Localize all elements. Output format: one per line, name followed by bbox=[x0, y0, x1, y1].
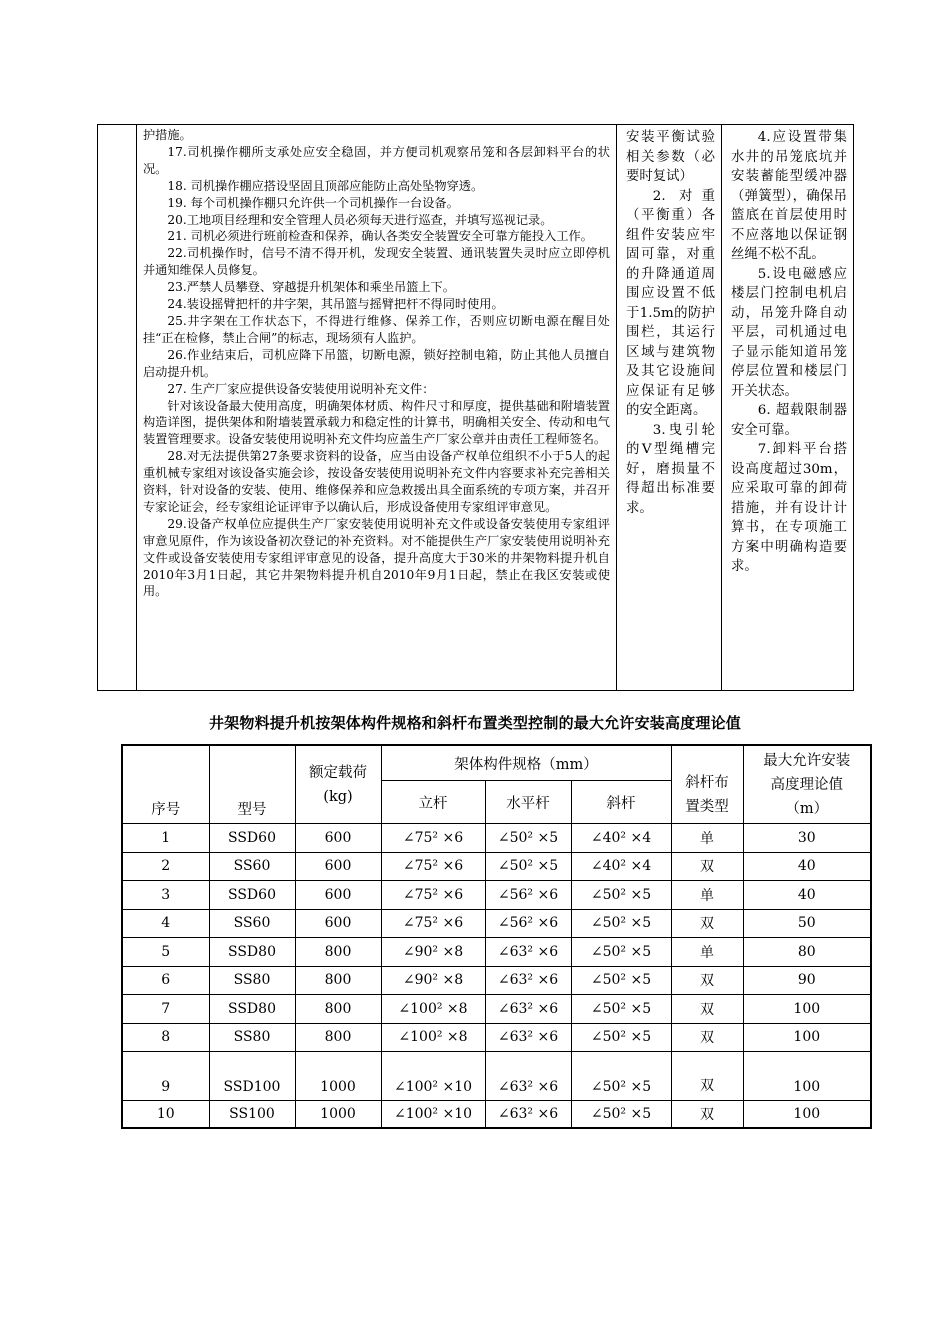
requirement-paragraph: 27. 生产厂家应提供设备安装使用说明补充文件： bbox=[167, 381, 435, 396]
cell-model: SS60 bbox=[209, 909, 295, 938]
cell-upright: ∠100² ×8 bbox=[381, 1023, 485, 1052]
header-no: 序号 bbox=[122, 745, 209, 824]
header-height-line3: （m） bbox=[785, 800, 829, 817]
requirement-paragraph: 26.作业结束后，司机应降下吊篮，切断电源，锁好控制电箱，防止其他人员擅自启动提升机。 bbox=[143, 347, 610, 379]
cell-upright: ∠90² ×8 bbox=[381, 938, 485, 967]
cell-height: 90 bbox=[743, 966, 871, 995]
safety-device-cell bbox=[722, 125, 854, 691]
inspection-text bbox=[617, 125, 721, 518]
safety-device-paragraph: 4.应设置带集水井的吊笼底坑并安装蓄能型缓冲器（弹簧型），确保吊篮底在首层使用时不应落地以保证钢丝绳不松不乱。 bbox=[731, 130, 847, 262]
height-spec-table bbox=[121, 744, 872, 1129]
cell-no: 4 bbox=[122, 909, 209, 938]
cell-diagonal: ∠40² ×4 bbox=[571, 824, 671, 853]
cell-horizontal: ∠50² ×5 bbox=[485, 852, 571, 881]
cell-diagonal: ∠50² ×5 bbox=[571, 995, 671, 1024]
cell-height: 80 bbox=[743, 938, 871, 967]
cell-model: SS100 bbox=[209, 1101, 295, 1129]
requirement-paragraph: 19. 每个司机操作棚只允许供一个司机操作一台设备。 bbox=[167, 195, 459, 210]
cell-load: 600 bbox=[295, 881, 381, 910]
table-row bbox=[122, 1052, 871, 1101]
cell-load: 600 bbox=[295, 824, 381, 853]
safety-device-paragraph: 5.设电磁感应楼层门控制电机启动，吊笼升降自动平层，司机通过电子显示能知道吊笼停层位置和楼层门开关状态。 bbox=[731, 266, 847, 399]
header-rated-load-text: 额定载荷 bbox=[309, 764, 367, 781]
cell-no: 1 bbox=[122, 824, 209, 853]
cell-load: 800 bbox=[295, 938, 381, 967]
header-upright: 立杆 bbox=[381, 781, 485, 824]
cell-load: 600 bbox=[295, 852, 381, 881]
cell-layout: 单 bbox=[671, 938, 743, 967]
cell-layout: 双 bbox=[671, 1023, 743, 1052]
inspection-cell bbox=[617, 125, 722, 691]
requirements-text bbox=[137, 125, 616, 600]
requirement-paragraph: 针对该设备最大使用高度，明确架体材质、构件尺寸和厚度，提供基础和附墙装置构造详图，提供架体和附墙装置承载力和稳定性的计算书，明确相关安全、传动和电气装置管理要求。设备安装使用说明补充文件均应盖生产厂家公章并由责任工程师签名。 bbox=[143, 398, 610, 447]
cell-load: 800 bbox=[295, 1023, 381, 1052]
cell-model: SSD80 bbox=[209, 995, 295, 1024]
cell-model: SSD80 bbox=[209, 938, 295, 967]
blank-column-cell bbox=[98, 125, 137, 691]
table-row bbox=[122, 1101, 871, 1129]
cell-horizontal: ∠63² ×6 bbox=[485, 966, 571, 995]
cell-height: 100 bbox=[743, 1023, 871, 1052]
cell-upright: ∠75² ×6 bbox=[381, 909, 485, 938]
header-horizontal: 水平杆 bbox=[485, 781, 571, 824]
cell-diagonal: ∠50² ×5 bbox=[571, 881, 671, 910]
requirement-paragraph: 18. 司机操作棚应搭设坚固且顶部应能防止高处坠物穿透。 bbox=[167, 178, 484, 193]
cell-height: 100 bbox=[743, 995, 871, 1024]
cell-layout: 单 bbox=[671, 824, 743, 853]
inspection-paragraph: 3.曳引轮的V型绳槽完好，磨损量不得超出标准要求。 bbox=[626, 422, 715, 516]
cell-no: 5 bbox=[122, 938, 209, 967]
table-row bbox=[122, 966, 871, 995]
header-layout-line2: 置类型 bbox=[685, 799, 729, 815]
cell-diagonal: ∠50² ×5 bbox=[571, 938, 671, 967]
cell-height: 40 bbox=[743, 852, 871, 881]
inspection-paragraph: 安装平衡试验相关参数（必要时复试） bbox=[626, 130, 715, 184]
cell-horizontal: ∠63² ×6 bbox=[485, 1052, 571, 1101]
header-height-line1: 最大允许安装 bbox=[763, 752, 851, 769]
requirement-paragraph: 23.严禁人员攀登、穿越提升机架体和乘坐吊篮上下。 bbox=[167, 280, 455, 295]
cell-layout: 双 bbox=[671, 909, 743, 938]
cell-diagonal: ∠50² ×5 bbox=[571, 1023, 671, 1052]
cell-no: 6 bbox=[122, 966, 209, 995]
table-row bbox=[122, 909, 871, 938]
cell-height: 100 bbox=[743, 1052, 871, 1101]
requirement-paragraph: 25.井字架在工作状态下，不得进行维修、保养工作，否则应切断电源在醒目处挂“正在检修，禁止合闸”的标志，现场须有人监护。 bbox=[143, 313, 610, 345]
requirement-paragraph: 17.司机操作棚所支承处应安全稳固，并方便司机观察吊笼和各层卸料平台的状况。 bbox=[143, 144, 610, 176]
header-layout-line1: 斜杆布 bbox=[685, 775, 729, 791]
cell-load: 800 bbox=[295, 966, 381, 995]
cell-no: 8 bbox=[122, 1023, 209, 1052]
cell-no: 10 bbox=[122, 1101, 209, 1129]
cell-model: SSD60 bbox=[209, 881, 295, 910]
cell-diagonal: ∠50² ×5 bbox=[571, 909, 671, 938]
table-row bbox=[122, 995, 871, 1024]
header-diagonal-layout bbox=[671, 745, 743, 824]
cell-model: SS60 bbox=[209, 852, 295, 881]
cell-upright: ∠75² ×6 bbox=[381, 852, 485, 881]
spec-table-title: 井架物料提升机按架体构件规格和斜杆布置类型控制的最大允许安装高度理论值 bbox=[208, 714, 741, 732]
cell-height: 40 bbox=[743, 881, 871, 910]
header-diagonal: 斜杆 bbox=[571, 781, 671, 824]
requirement-paragraph: 29.设备产权单位应提供生产厂家安装使用说明补充文件或设备安装使用专家组评审意见原件，作为该设备初次登记的补充资料。对不能提供生产厂家安装使用说明补充文件或设备安装使用专家组评审意见的设备，提升高度大于30米的井架物料提升机自2010年3月1日起，其它井架物料提升机自2010年9月1日起，禁止在我区安装或使用。 bbox=[143, 516, 610, 599]
continuation-table bbox=[97, 124, 854, 691]
cell-horizontal: ∠63² ×6 bbox=[485, 1023, 571, 1052]
cell-model: SSD100 bbox=[209, 1052, 295, 1101]
header-max-height bbox=[743, 745, 871, 824]
cell-model: SS80 bbox=[209, 966, 295, 995]
cell-model: SS80 bbox=[209, 1023, 295, 1052]
cell-layout: 单 bbox=[671, 881, 743, 910]
header-rated-load bbox=[295, 745, 381, 824]
inspection-paragraph: 2. 对重（平衡重）各组件安装应牢固可靠，对重的升降通道周围应设置不低于1.5m的防护围栏，其运行区域与建筑物及其它设施间应保证有足够的安全距离。 bbox=[626, 188, 715, 418]
cell-upright: ∠100² ×8 bbox=[381, 995, 485, 1024]
cell-upright: ∠75² ×6 bbox=[381, 881, 485, 910]
requirement-paragraph: 护措施。 bbox=[143, 128, 192, 142]
cell-horizontal: ∠63² ×6 bbox=[485, 1101, 571, 1129]
cell-load: 600 bbox=[295, 909, 381, 938]
table-row bbox=[122, 824, 871, 853]
cell-horizontal: ∠63² ×6 bbox=[485, 995, 571, 1024]
cell-load: 1000 bbox=[295, 1052, 381, 1101]
safety-device-paragraph: 7.卸料平台搭设高度超过30m，应采取可靠的卸荷措施，并有设计计算书，在专项施工方案中明确构造要求。 bbox=[731, 442, 847, 574]
table-row bbox=[122, 1023, 871, 1052]
cell-diagonal: ∠50² ×5 bbox=[571, 1101, 671, 1129]
cell-layout: 双 bbox=[671, 1101, 743, 1129]
cell-horizontal: ∠63² ×6 bbox=[485, 938, 571, 967]
cell-load: 1000 bbox=[295, 1101, 381, 1129]
cell-no: 3 bbox=[122, 881, 209, 910]
cell-layout: 双 bbox=[671, 1052, 743, 1101]
cell-layout: 双 bbox=[671, 966, 743, 995]
table-row bbox=[122, 852, 871, 881]
requirement-paragraph: 28.对无法提供第27条要求资料的设备，应当由设备产权单位组织不小于5人的起重机械专家组对该设备实施会诊，按设备安装使用说明补充文件内容要求补充完善相关资料，针对设备的安装、使用、维修保养和应急救援出具全面系统的专项方案，并召开专家论证会，经专家组论证评审予以确认后，形成设备使用专家组评审意见。 bbox=[143, 449, 610, 514]
cell-height: 30 bbox=[743, 824, 871, 853]
cell-upright: ∠100² ×10 bbox=[381, 1101, 485, 1129]
cell-height: 50 bbox=[743, 909, 871, 938]
cell-no: 9 bbox=[122, 1052, 209, 1101]
cell-diagonal: ∠50² ×5 bbox=[571, 966, 671, 995]
safety-device-paragraph: 6. 超载限制器安全可靠。 bbox=[731, 403, 847, 438]
cell-layout: 双 bbox=[671, 852, 743, 881]
cell-upright: ∠90² ×8 bbox=[381, 966, 485, 995]
cell-horizontal: ∠50² ×5 bbox=[485, 824, 571, 853]
requirement-paragraph: 20.工地项目经理和安全管理人员必须每天进行巡查，并填写巡视记录。 bbox=[167, 212, 553, 227]
cell-no: 7 bbox=[122, 995, 209, 1024]
cell-horizontal: ∠56² ×6 bbox=[485, 881, 571, 910]
requirements-cell bbox=[137, 125, 617, 691]
header-model: 型号 bbox=[209, 745, 295, 824]
cell-layout: 双 bbox=[671, 995, 743, 1024]
table-row bbox=[122, 938, 871, 967]
cell-horizontal: ∠56² ×6 bbox=[485, 909, 571, 938]
cell-no: 2 bbox=[122, 852, 209, 881]
requirement-paragraph: 22.司机操作时，信号不清不得开机，发现安全装置、通讯装置失灵时应立即停机并通知维保人员修复。 bbox=[143, 246, 610, 278]
cell-height: 100 bbox=[743, 1101, 871, 1129]
cell-model: SSD60 bbox=[209, 824, 295, 853]
header-member-group: 架体构件规格（mm） bbox=[381, 745, 671, 781]
table-row bbox=[122, 881, 871, 910]
header-rated-load-unit: (kg) bbox=[323, 788, 353, 805]
cell-diagonal: ∠40² ×4 bbox=[571, 852, 671, 881]
safety-device-text bbox=[722, 125, 853, 577]
requirement-paragraph: 21. 司机必须进行班前检查和保养，确认各类安全装置安全可靠方能投入工作。 bbox=[167, 229, 593, 244]
cell-load: 800 bbox=[295, 995, 381, 1024]
cell-diagonal: ∠50² ×5 bbox=[571, 1052, 671, 1101]
requirement-paragraph: 24.装设摇臂把杆的井字架，其吊篮与摇臂把杆不得同时使用。 bbox=[167, 297, 504, 312]
cell-upright: ∠75² ×6 bbox=[381, 824, 485, 853]
cell-upright: ∠100² ×10 bbox=[381, 1052, 485, 1101]
header-height-line2: 高度理论值 bbox=[770, 776, 844, 793]
